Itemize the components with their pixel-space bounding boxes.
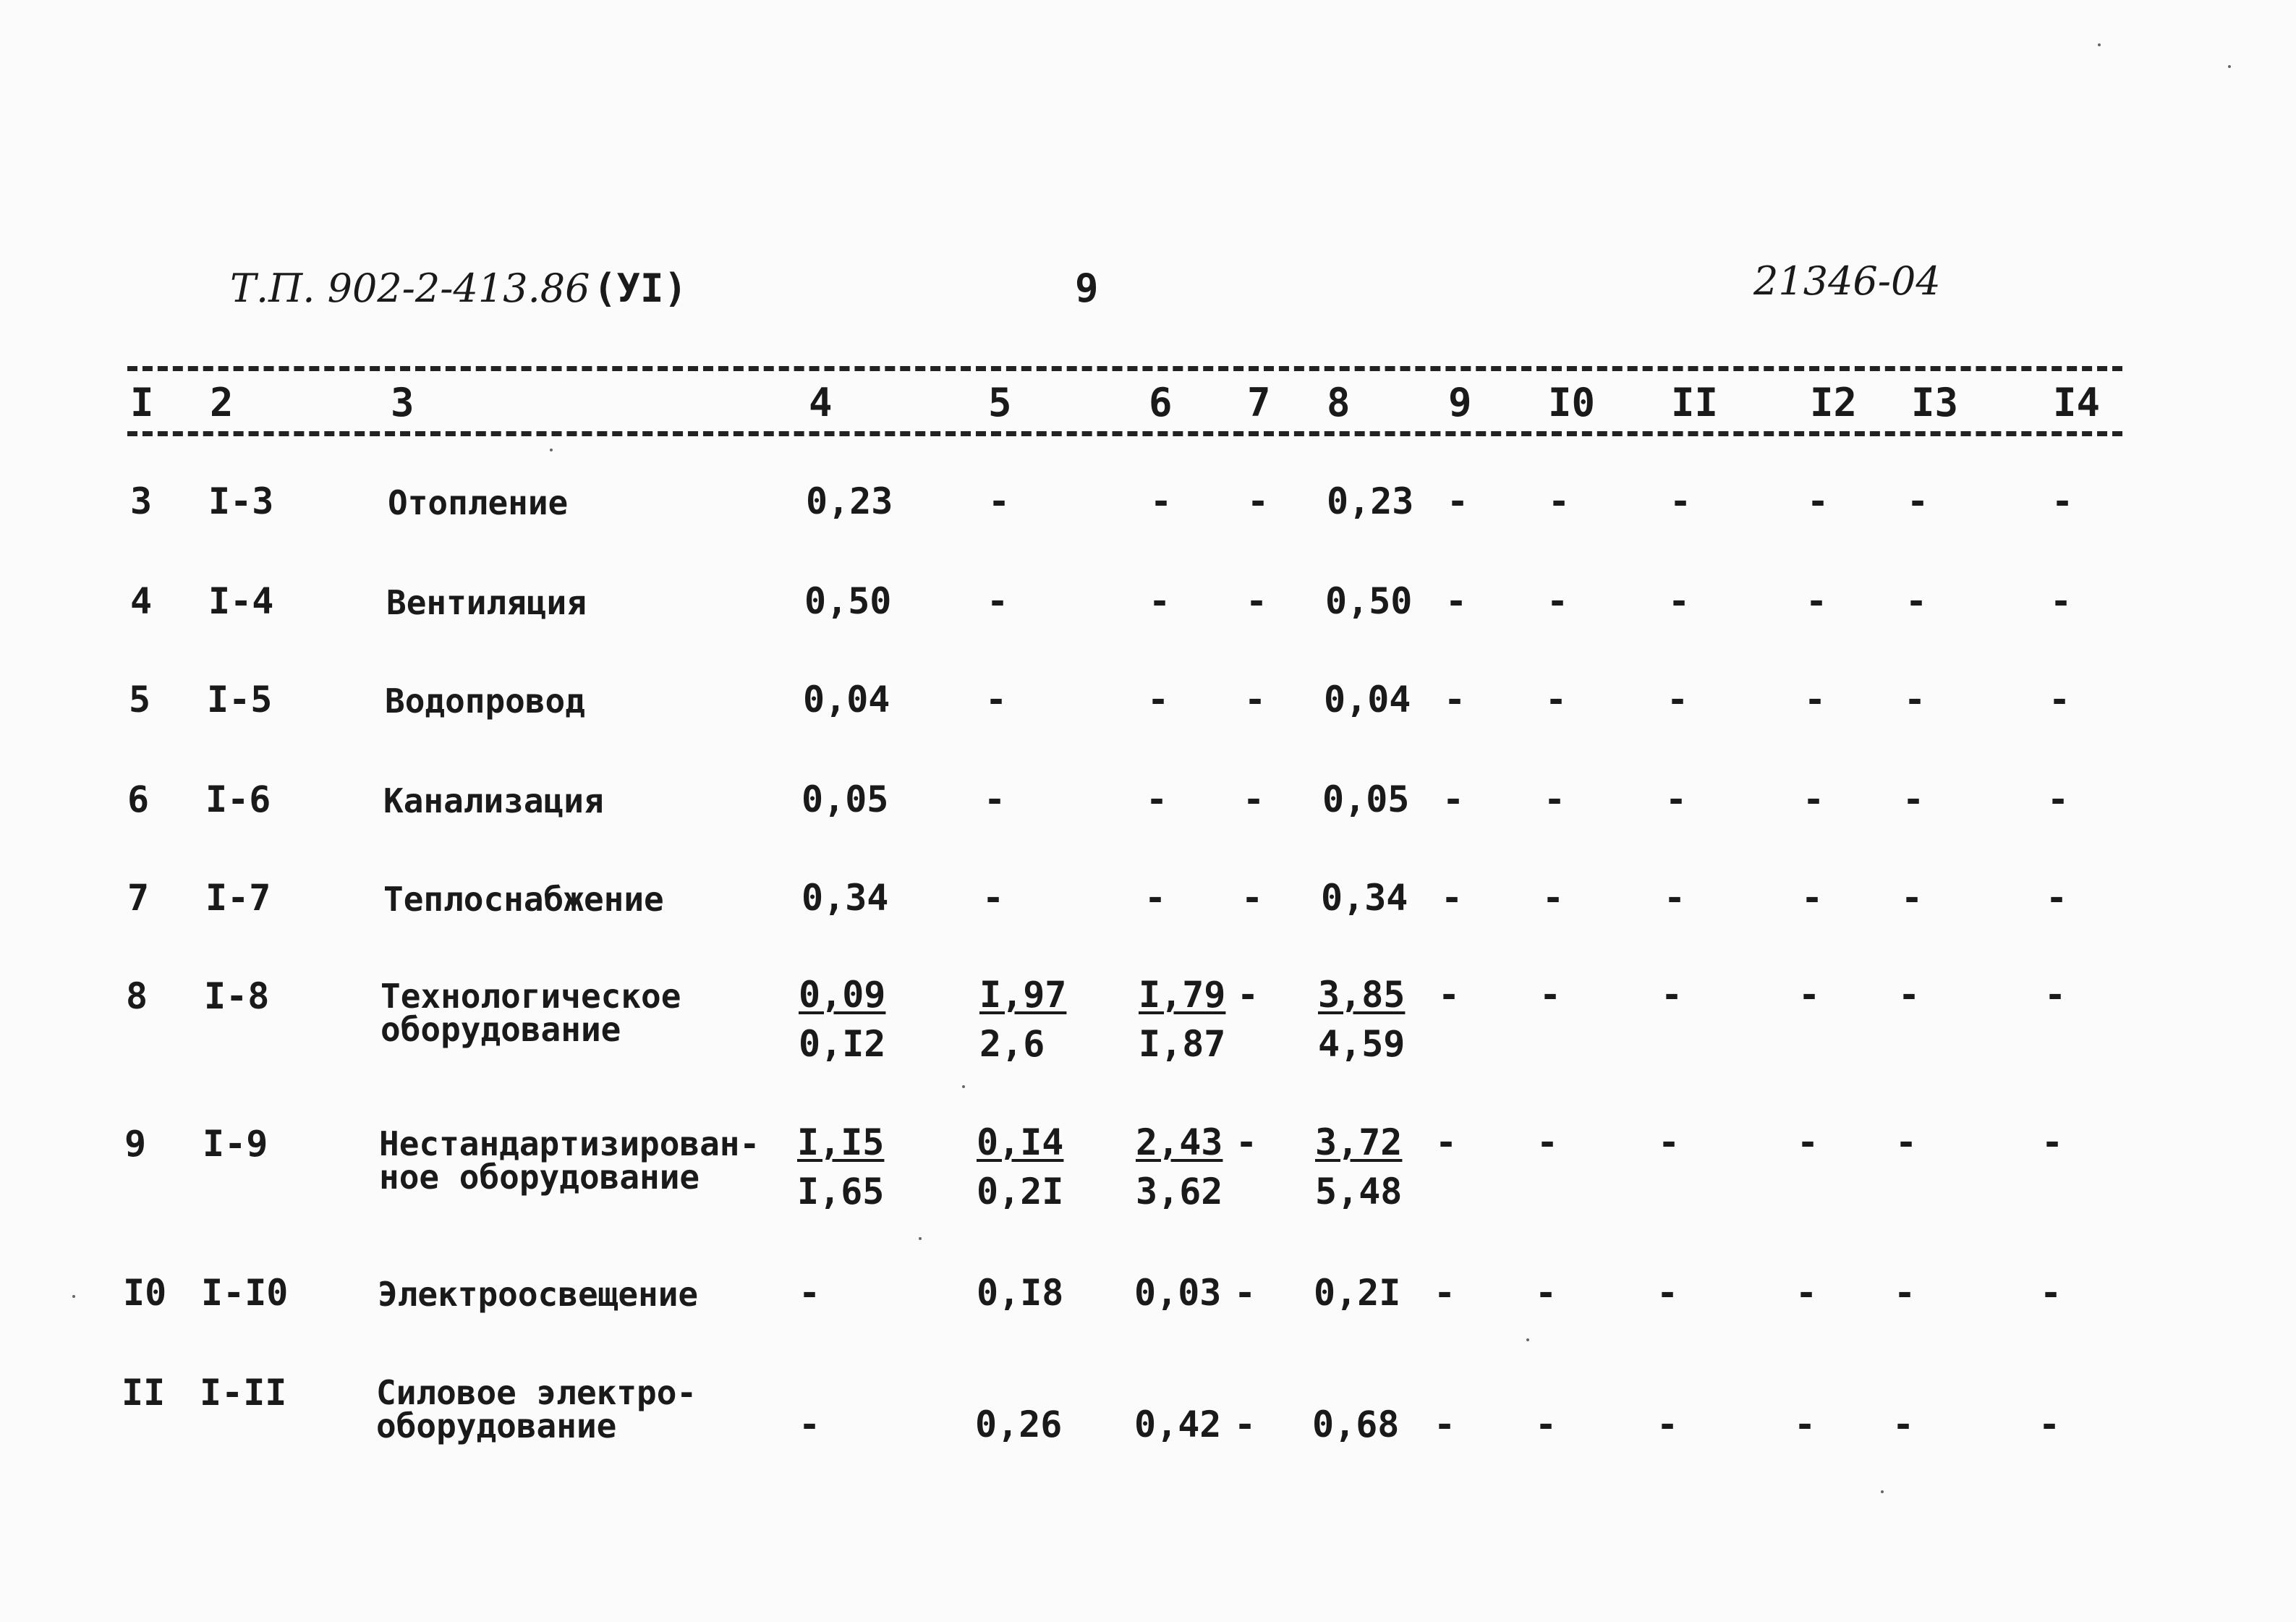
scan-speck bbox=[72, 1295, 75, 1298]
cell-col8: 0,34 bbox=[1321, 877, 1408, 919]
row-number: 3 bbox=[130, 480, 153, 522]
cell-col14: - bbox=[2046, 877, 2068, 919]
cell-col9: - bbox=[1447, 480, 1469, 522]
scan-speck bbox=[2098, 43, 2101, 46]
cell-col14: - bbox=[2050, 580, 2072, 622]
cell-col10: - bbox=[1544, 778, 1566, 820]
cell-col11: - bbox=[1664, 877, 1686, 919]
page-number: 9 bbox=[1075, 266, 1099, 311]
cell-col4-numerator: I,I5 bbox=[797, 1121, 885, 1163]
cell-col4: 0,04 bbox=[803, 679, 890, 721]
cell-col8-denominator: 5,48 bbox=[1315, 1171, 1403, 1213]
row-code: I-5 bbox=[207, 679, 273, 721]
scan-speck bbox=[2228, 65, 2231, 68]
cell-col9: - bbox=[1434, 1404, 1456, 1445]
cell-col9: - bbox=[1434, 1272, 1456, 1314]
column-number: 4 bbox=[809, 380, 833, 425]
row-code: I-I0 bbox=[201, 1272, 289, 1314]
cell-col8: 0,23 bbox=[1327, 480, 1414, 522]
cell-col6-denominator: I,87 bbox=[1139, 1023, 1226, 1065]
cell-col9: - bbox=[1445, 580, 1468, 622]
cell-col11: - bbox=[1668, 580, 1691, 622]
cell-col9: - bbox=[1441, 877, 1463, 919]
cell-col13: - bbox=[1898, 974, 1921, 1016]
cell-col5: 0,26 bbox=[975, 1404, 1063, 1445]
column-number: I2 bbox=[1810, 380, 1858, 425]
row-number: 6 bbox=[127, 778, 150, 820]
row-code: I-7 bbox=[205, 877, 271, 919]
scan-speck bbox=[919, 1237, 922, 1240]
cell-col12: - bbox=[1795, 1272, 1818, 1314]
cell-col5-denominator: 0,2I bbox=[977, 1171, 1064, 1213]
row-name-line1: Нестандартизирован- bbox=[379, 1124, 760, 1163]
column-number: 8 bbox=[1327, 380, 1351, 425]
cell-col6: 0,03 bbox=[1134, 1272, 1222, 1314]
row-code: I-3 bbox=[208, 480, 274, 522]
row-name: Теплоснабжение bbox=[383, 880, 664, 919]
row-name-line1: Технологическое bbox=[380, 977, 681, 1016]
row-number: I0 bbox=[123, 1272, 167, 1314]
column-number: I4 bbox=[2053, 380, 2101, 425]
cell-col6: - bbox=[1147, 679, 1170, 721]
row-code: I-II bbox=[200, 1372, 287, 1414]
cell-col10: - bbox=[1545, 679, 1568, 721]
cell-col11: - bbox=[1665, 778, 1688, 820]
cell-col4: 0,34 bbox=[802, 877, 889, 919]
row-name: Вентиляция bbox=[386, 583, 587, 622]
scan-speck bbox=[962, 1085, 965, 1088]
cell-col13: - bbox=[1895, 1121, 1918, 1163]
cell-col11: - bbox=[1661, 974, 1683, 1016]
cell-col9: - bbox=[1442, 778, 1465, 820]
cell-col8: 0,68 bbox=[1312, 1404, 1400, 1445]
cell-col10: - bbox=[1536, 1121, 1559, 1163]
cell-col5-denominator: 2,6 bbox=[979, 1023, 1045, 1065]
row-name: Водопровод bbox=[385, 682, 585, 721]
column-number: 6 bbox=[1149, 380, 1173, 425]
header-top-rule bbox=[127, 366, 2122, 371]
cell-col7: - bbox=[1234, 1272, 1257, 1314]
cell-col11: - bbox=[1670, 480, 1692, 522]
cell-col8: 0,2I bbox=[1314, 1272, 1401, 1314]
row-code: I-6 bbox=[205, 778, 271, 820]
cell-col4-denominator: 0,I2 bbox=[799, 1023, 886, 1065]
cell-col6-denominator: 3,62 bbox=[1136, 1171, 1223, 1213]
cell-col14: - bbox=[2041, 1121, 2064, 1163]
cell-col5: - bbox=[988, 480, 1011, 522]
row-name-line2: оборудование bbox=[376, 1406, 617, 1445]
cell-col6: - bbox=[1144, 877, 1167, 919]
cell-col12: - bbox=[1801, 877, 1824, 919]
archive-number: 21346-04 bbox=[1753, 258, 1941, 304]
cell-col12: - bbox=[1807, 480, 1829, 522]
cell-col13: - bbox=[1905, 580, 1928, 622]
row-name-line2: оборудование bbox=[380, 1010, 621, 1049]
cell-col10: - bbox=[1548, 480, 1570, 522]
cell-col12: - bbox=[1806, 580, 1828, 622]
column-number: II bbox=[1671, 380, 1719, 425]
row-name: Отопление bbox=[388, 483, 569, 522]
cell-col13: - bbox=[1907, 480, 1929, 522]
document-suffix: (УI) bbox=[593, 266, 688, 311]
row-code: I-9 bbox=[203, 1123, 268, 1165]
cell-col7: - bbox=[1243, 778, 1265, 820]
row-number: 8 bbox=[126, 975, 148, 1017]
row-name-line2: ное оборудование bbox=[379, 1158, 700, 1197]
row-number: 9 bbox=[124, 1123, 147, 1165]
cell-col7: - bbox=[1234, 1404, 1257, 1445]
cell-col14: - bbox=[2038, 1404, 2061, 1445]
cell-col10: - bbox=[1542, 877, 1565, 919]
cell-col8-denominator: 4,59 bbox=[1318, 1023, 1406, 1065]
column-number: 5 bbox=[988, 380, 1012, 425]
cell-col5-numerator: I,97 bbox=[979, 974, 1067, 1016]
cell-col4: - bbox=[799, 1404, 821, 1445]
cell-col8-numerator: 3,85 bbox=[1318, 974, 1406, 1016]
cell-col6: - bbox=[1150, 480, 1173, 522]
cell-col4: 0,50 bbox=[804, 580, 892, 622]
row-name: Канализация bbox=[383, 781, 604, 820]
cell-col12: - bbox=[1797, 1121, 1819, 1163]
cell-col11: - bbox=[1657, 1404, 1679, 1445]
cell-col4-denominator: I,65 bbox=[797, 1171, 885, 1213]
row-name-line1: Силовое электро- bbox=[376, 1373, 697, 1412]
column-number: I3 bbox=[1911, 380, 1959, 425]
cell-col11: - bbox=[1667, 679, 1689, 721]
cell-col5: - bbox=[982, 877, 1005, 919]
cell-col7: - bbox=[1237, 974, 1259, 1016]
cell-col9: - bbox=[1435, 1121, 1458, 1163]
column-number: 3 bbox=[391, 380, 414, 425]
column-number: I0 bbox=[1548, 380, 1596, 425]
cell-col14: - bbox=[2047, 778, 2070, 820]
document-code: Т.П. 902-2-413.86 bbox=[230, 266, 590, 311]
cell-col10: - bbox=[1547, 580, 1569, 622]
cell-col9: - bbox=[1438, 974, 1460, 1016]
column-number: I bbox=[130, 380, 154, 425]
cell-col6-numerator: 2,43 bbox=[1136, 1121, 1223, 1163]
cell-col12: - bbox=[1798, 974, 1821, 1016]
row-code: I-8 bbox=[204, 975, 270, 1017]
cell-col14: - bbox=[2040, 1272, 2062, 1314]
cell-col12: - bbox=[1803, 778, 1825, 820]
cell-col10: - bbox=[1535, 1404, 1557, 1445]
cell-col7: - bbox=[1244, 679, 1267, 721]
scan-speck bbox=[1526, 1338, 1529, 1341]
row-number: II bbox=[122, 1372, 166, 1414]
cell-col13: - bbox=[1901, 877, 1923, 919]
cell-col13: - bbox=[1894, 1272, 1916, 1314]
row-number: 4 bbox=[130, 580, 153, 622]
cell-col5: - bbox=[984, 778, 1006, 820]
cell-col4: - bbox=[799, 1272, 821, 1314]
cell-col5-numerator: 0,I4 bbox=[977, 1121, 1064, 1163]
cell-col7: - bbox=[1236, 1121, 1258, 1163]
column-number: 7 bbox=[1247, 380, 1271, 425]
cell-col5: 0,I8 bbox=[977, 1272, 1064, 1314]
cell-col4: 0,05 bbox=[802, 778, 889, 820]
cell-col7: - bbox=[1246, 580, 1268, 622]
cell-col10: - bbox=[1535, 1272, 1557, 1314]
cell-col6-numerator: I,79 bbox=[1139, 974, 1226, 1016]
cell-col13: - bbox=[1892, 1404, 1915, 1445]
header-bottom-rule bbox=[127, 431, 2122, 436]
cell-col14: - bbox=[2044, 974, 2067, 1016]
cell-col8: 0,05 bbox=[1322, 778, 1410, 820]
cell-col6: - bbox=[1149, 580, 1171, 622]
cell-col12: - bbox=[1804, 679, 1827, 721]
cell-col13: - bbox=[1902, 778, 1925, 820]
row-name: Электроосвещение bbox=[378, 1275, 699, 1314]
cell-col7: - bbox=[1247, 480, 1270, 522]
scan-speck bbox=[1881, 1490, 1884, 1493]
cell-col4-numerator: 0,09 bbox=[799, 974, 886, 1016]
cell-col14: - bbox=[2051, 480, 2074, 522]
cell-col11: - bbox=[1657, 1272, 1679, 1314]
cell-col4: 0,23 bbox=[806, 480, 893, 522]
cell-col9: - bbox=[1444, 679, 1466, 721]
column-number: 9 bbox=[1448, 380, 1472, 425]
cell-col6: 0,42 bbox=[1134, 1404, 1222, 1445]
cell-col14: - bbox=[2049, 679, 2071, 721]
cell-col10: - bbox=[1539, 974, 1562, 1016]
cell-col7: - bbox=[1241, 877, 1264, 919]
cell-col11: - bbox=[1658, 1121, 1680, 1163]
cell-col12: - bbox=[1794, 1404, 1816, 1445]
cell-col8-numerator: 3,72 bbox=[1315, 1121, 1403, 1163]
cell-col8: 0,04 bbox=[1324, 679, 1411, 721]
cell-col6: - bbox=[1146, 778, 1168, 820]
row-code: I-4 bbox=[208, 580, 274, 622]
cell-col5: - bbox=[987, 580, 1009, 622]
cell-col13: - bbox=[1904, 679, 1926, 721]
column-number: 2 bbox=[210, 380, 234, 425]
row-number: 7 bbox=[127, 877, 150, 919]
row-number: 5 bbox=[129, 679, 151, 721]
scan-speck bbox=[550, 449, 553, 451]
cell-col8: 0,50 bbox=[1325, 580, 1413, 622]
cell-col5: - bbox=[985, 679, 1008, 721]
